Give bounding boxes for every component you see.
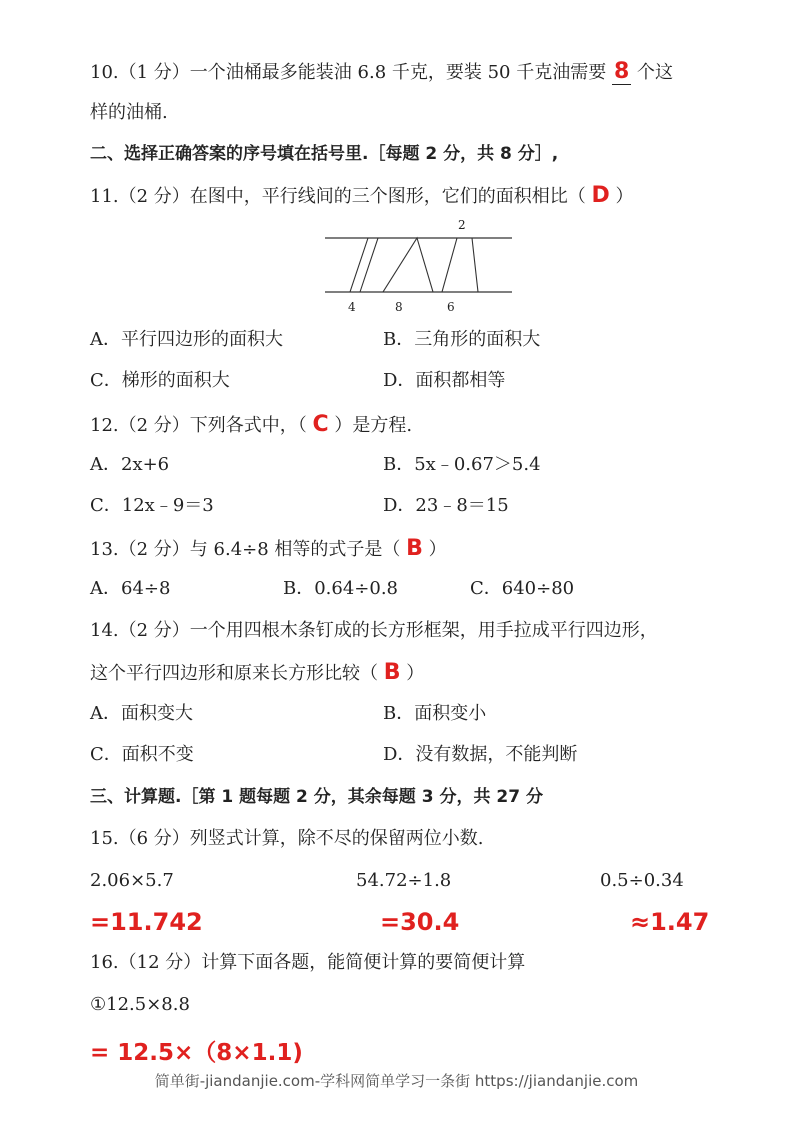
q13-option-c: C．640÷80 <box>470 578 575 599</box>
q11-option-b: B．三角形的面积大 <box>383 329 541 350</box>
q14-text-before: 这个平行四边形和原来长方形比较（ <box>90 663 384 684</box>
q12-option-a: A．2x+6 <box>90 454 170 475</box>
q14-line2 <box>90 661 424 686</box>
label-bottom-3: 6 <box>447 300 455 314</box>
parallelogram-shape <box>350 238 378 292</box>
q13-text-after: ） <box>422 539 447 560</box>
q11-text-after: ） <box>609 186 634 207</box>
q14-option-c: C．面积不变 <box>90 744 194 765</box>
section3-heading: 三、计算题.［第 1 题每题 2 分，其余每题 3 分，共 27 分 <box>90 787 543 807</box>
q14-line1: 14.（2 分）一个用四根木条钉成的长方形框架，用手拉成平行四边形， <box>90 620 658 641</box>
q10-text-after: 个这 <box>631 62 673 83</box>
section2-heading: 二、选择正确答案的序号填在括号里.［每题 2 分，共 8 分］, <box>90 144 559 164</box>
footer-watermark: 简单街-jiandanjie.com-学科网简单学习一条街 https://jiandanjie.com <box>154 1072 639 1090</box>
q12-text-before: 12.（2 分）下列各式中，（ <box>90 415 313 436</box>
q13-question <box>90 537 447 562</box>
q11-option-d: D．面积都相等 <box>383 370 506 391</box>
q10-line2: 样的油桶. <box>90 102 168 123</box>
label-bottom-1: 4 <box>348 300 356 314</box>
q11-answer: D <box>591 183 610 208</box>
label-bottom-2: 8 <box>395 300 403 314</box>
q11-text-before: 11.（2 分）在图中，平行线间的三个图形，它们的面积相比（ <box>90 186 592 207</box>
q11-question <box>90 184 634 209</box>
q16-item-1: ①12.5×8.8 <box>90 994 190 1015</box>
q13-answer: B <box>406 536 423 561</box>
q12-text-after: ）是方程. <box>328 415 413 436</box>
q15-answer-3: ≈1.47 <box>630 908 710 936</box>
q10-answer: 8 <box>613 59 630 84</box>
q12-option-d: D．23﹣8＝15 <box>383 495 509 516</box>
q12-answer: C <box>312 412 329 437</box>
q16-answer-1: = 12.5×（8×1.1) <box>90 1040 303 1066</box>
q10-line1 <box>90 60 673 85</box>
label-top: 2 <box>458 218 466 232</box>
q11-figure <box>320 215 520 320</box>
triangle-shape <box>383 238 433 292</box>
q15-answer-1: =11.742 <box>90 908 203 936</box>
q13-option-a: A．64÷8 <box>90 578 171 599</box>
q15-answer-2: =30.4 <box>380 908 460 936</box>
q14-text-after: ） <box>400 663 425 684</box>
q12-option-c: C．12x﹣9＝3 <box>90 495 214 516</box>
q16-question: 16.（12 分）计算下面各题，能简便计算的要简便计算 <box>90 952 526 973</box>
q13-text-before: 13.（2 分）与 6.4÷8 相等的式子是（ <box>90 539 407 560</box>
q15-question: 15.（6 分）列竖式计算，除不尽的保留两位小数. <box>90 828 484 849</box>
q11-option-a: A．平行四边形的面积大 <box>90 329 283 350</box>
q12-option-b: B．5x﹣0.67＞5.4 <box>383 454 541 475</box>
q11-option-c: C．梯形的面积大 <box>90 370 230 391</box>
q10-text-before: 10.（1 分）一个油桶最多能装油 6.8 千克，要装 50 千克油需要 <box>90 62 612 83</box>
q15-problem-3: 0.5÷0.34 <box>600 870 684 891</box>
q15-problem-1: 2.06×5.7 <box>90 870 174 891</box>
q12-question <box>90 413 412 438</box>
q15-problem-2: 54.72÷1.8 <box>356 870 452 891</box>
q14-option-d: D．没有数据，不能判断 <box>383 744 578 765</box>
q14-answer: B <box>383 660 401 685</box>
q14-option-b: B．面积变小 <box>383 703 487 724</box>
trapezoid-shape <box>442 238 478 292</box>
q14-option-a: A．面积变大 <box>90 703 193 724</box>
q13-option-b: B．0.64÷0.8 <box>283 578 399 599</box>
